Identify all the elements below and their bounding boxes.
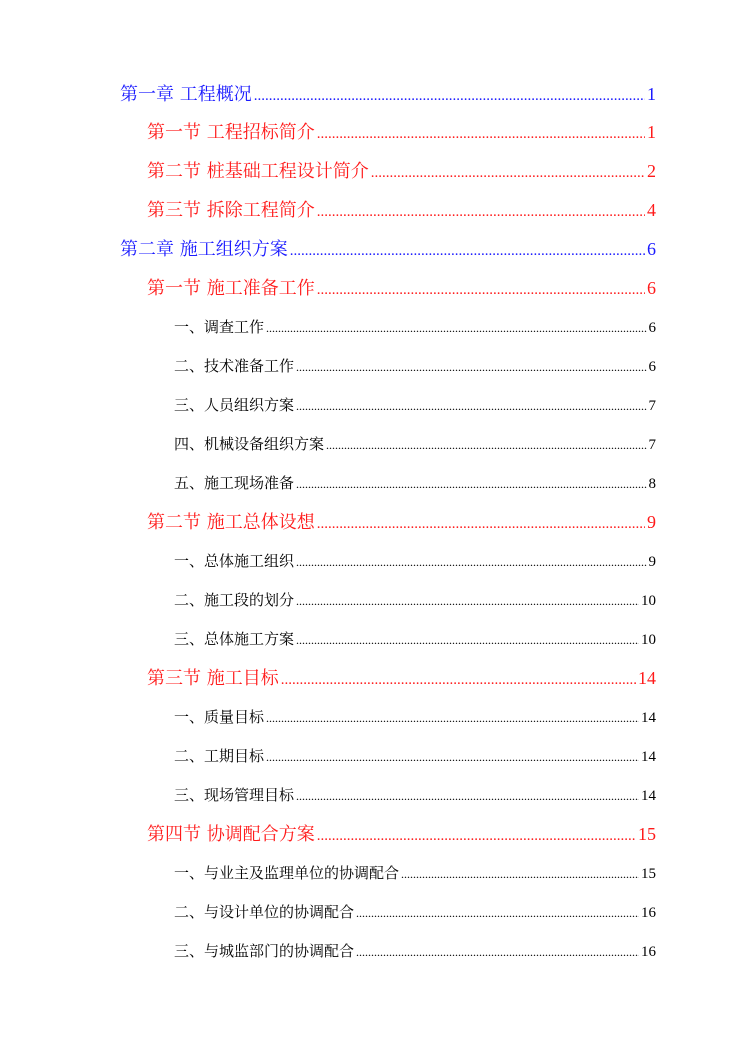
toc-entry-page: 1: [647, 84, 656, 104]
toc-entry-subsection[interactable]: [174, 862, 656, 883]
toc-entry-title: 四、机械设备组织方案: [174, 435, 325, 453]
toc-entry-title: 二、技术准备工作: [174, 357, 295, 375]
toc-leader-dots: [356, 906, 639, 921]
toc-entry-page: 2: [647, 161, 656, 181]
toc-entry-title: 第二章 施工组织方案: [120, 239, 288, 260]
toc-leader-dots: [266, 321, 646, 336]
toc-leader-dots: [296, 789, 639, 804]
toc-entry-title: 二、与设计单位的协调配合: [174, 903, 355, 921]
toc-entry-page: 10: [641, 632, 656, 648]
toc-entry-page: 1: [647, 122, 656, 142]
toc-leader-dots: [254, 88, 645, 105]
toc-leader-dots: [296, 477, 646, 492]
toc-entry-page: 14: [638, 668, 656, 688]
toc-entry-page: 16: [641, 944, 656, 960]
toc-entry-page: 7: [648, 437, 656, 453]
toc-entry-subsection[interactable]: [174, 628, 656, 649]
toc-entry-title: 一、质量目标: [174, 708, 265, 726]
toc-entry-chapter[interactable]: [120, 235, 656, 261]
toc-entry-subsection[interactable]: [174, 706, 656, 727]
toc-entry-subsection[interactable]: [174, 745, 656, 766]
toc-entry-title: 一、总体施工组织: [174, 552, 295, 570]
toc-entry-section[interactable]: [147, 157, 656, 183]
toc-entry-title: 第二节 桩基础工程设计简介: [147, 161, 369, 182]
toc-entry-title: 第一章 工程概况: [120, 84, 252, 105]
toc-entry-subsection[interactable]: [174, 472, 656, 493]
toc-entry-subsection[interactable]: [174, 784, 656, 805]
toc-leader-dots: [401, 867, 639, 882]
toc-leader-dots: [317, 126, 645, 143]
toc-entry-subsection[interactable]: [174, 940, 656, 961]
toc-entry-page: 6: [648, 359, 656, 375]
toc-entry-subsection[interactable]: [174, 433, 656, 454]
toc-entry-section[interactable]: [147, 118, 656, 144]
toc-leader-dots: [290, 243, 645, 260]
toc-entry-page: 8: [648, 476, 656, 492]
toc-entry-page: 7: [648, 398, 656, 414]
toc-entry-title: 一、与业主及监理单位的协调配合: [174, 864, 400, 882]
toc-entry-section[interactable]: [147, 196, 656, 222]
toc-entry-page: 14: [641, 710, 656, 726]
toc-leader-dots: [266, 711, 639, 726]
toc-entry-title: 第一节 施工准备工作: [147, 278, 315, 299]
toc-entry-subsection[interactable]: [174, 316, 656, 337]
toc-entry-section[interactable]: [147, 664, 656, 690]
toc-entry-subsection[interactable]: [174, 355, 656, 376]
toc-entry-page: 4: [647, 200, 656, 220]
toc-entry-page: 9: [648, 554, 656, 570]
toc-entry-page: 10: [641, 593, 656, 609]
toc-entry-title: 二、工期目标: [174, 747, 265, 765]
toc-entry-page: 6: [648, 320, 656, 336]
toc-entry-title: 三、总体施工方案: [174, 630, 295, 648]
toc-entry-page: 6: [647, 239, 656, 259]
toc-leader-dots: [317, 516, 645, 533]
toc-entry-title: 第一节 工程招标简介: [147, 122, 315, 143]
toc-entry-title: 第二节 施工总体设想: [147, 512, 315, 533]
toc-leader-dots: [296, 360, 646, 375]
toc-entry-title: 三、与城监部门的协调配合: [174, 942, 355, 960]
toc-entry-chapter[interactable]: [120, 80, 656, 106]
toc-entry-page: 6: [647, 278, 656, 298]
toc-entry-title: 第三节 拆除工程简介: [147, 200, 315, 221]
toc-entry-title: 五、施工现场准备: [174, 474, 295, 492]
toc-entry-title: 第四节 协调配合方案: [147, 824, 315, 845]
toc-entry-page: 14: [641, 788, 656, 804]
toc-leader-dots: [296, 633, 639, 648]
toc-leader-dots: [356, 945, 639, 960]
toc-leader-dots: [326, 438, 646, 453]
toc-entry-section[interactable]: [147, 820, 656, 846]
toc-leader-dots: [281, 672, 636, 689]
toc-entry-subsection[interactable]: [174, 901, 656, 922]
toc-leader-dots: [296, 594, 639, 609]
toc-entry-title: 二、施工段的划分: [174, 591, 295, 609]
toc-entry-page: 9: [647, 512, 656, 532]
toc-entry-subsection[interactable]: [174, 394, 656, 415]
toc-entry-section[interactable]: [147, 274, 656, 300]
toc-entry-title: 第三节 施工目标: [147, 668, 279, 689]
toc-leader-dots: [296, 555, 646, 570]
toc-entry-subsection[interactable]: [174, 550, 656, 571]
toc-entry-page: 15: [641, 866, 656, 882]
toc-leader-dots: [317, 828, 636, 845]
toc-leader-dots: [371, 165, 645, 182]
toc-entry-title: 一、调查工作: [174, 318, 265, 336]
toc-leader-dots: [296, 399, 646, 414]
toc-entry-section[interactable]: [147, 508, 656, 534]
toc-entry-page: 16: [641, 905, 656, 921]
toc-leader-dots: [317, 282, 645, 299]
toc-entry-title: 三、人员组织方案: [174, 396, 295, 414]
toc-entry-page: 14: [641, 749, 656, 765]
toc-leader-dots: [317, 204, 645, 221]
toc-entry-title: 三、现场管理目标: [174, 786, 295, 804]
toc-entry-page: 15: [638, 824, 656, 844]
toc-entry-subsection[interactable]: [174, 589, 656, 610]
toc-leader-dots: [266, 750, 639, 765]
